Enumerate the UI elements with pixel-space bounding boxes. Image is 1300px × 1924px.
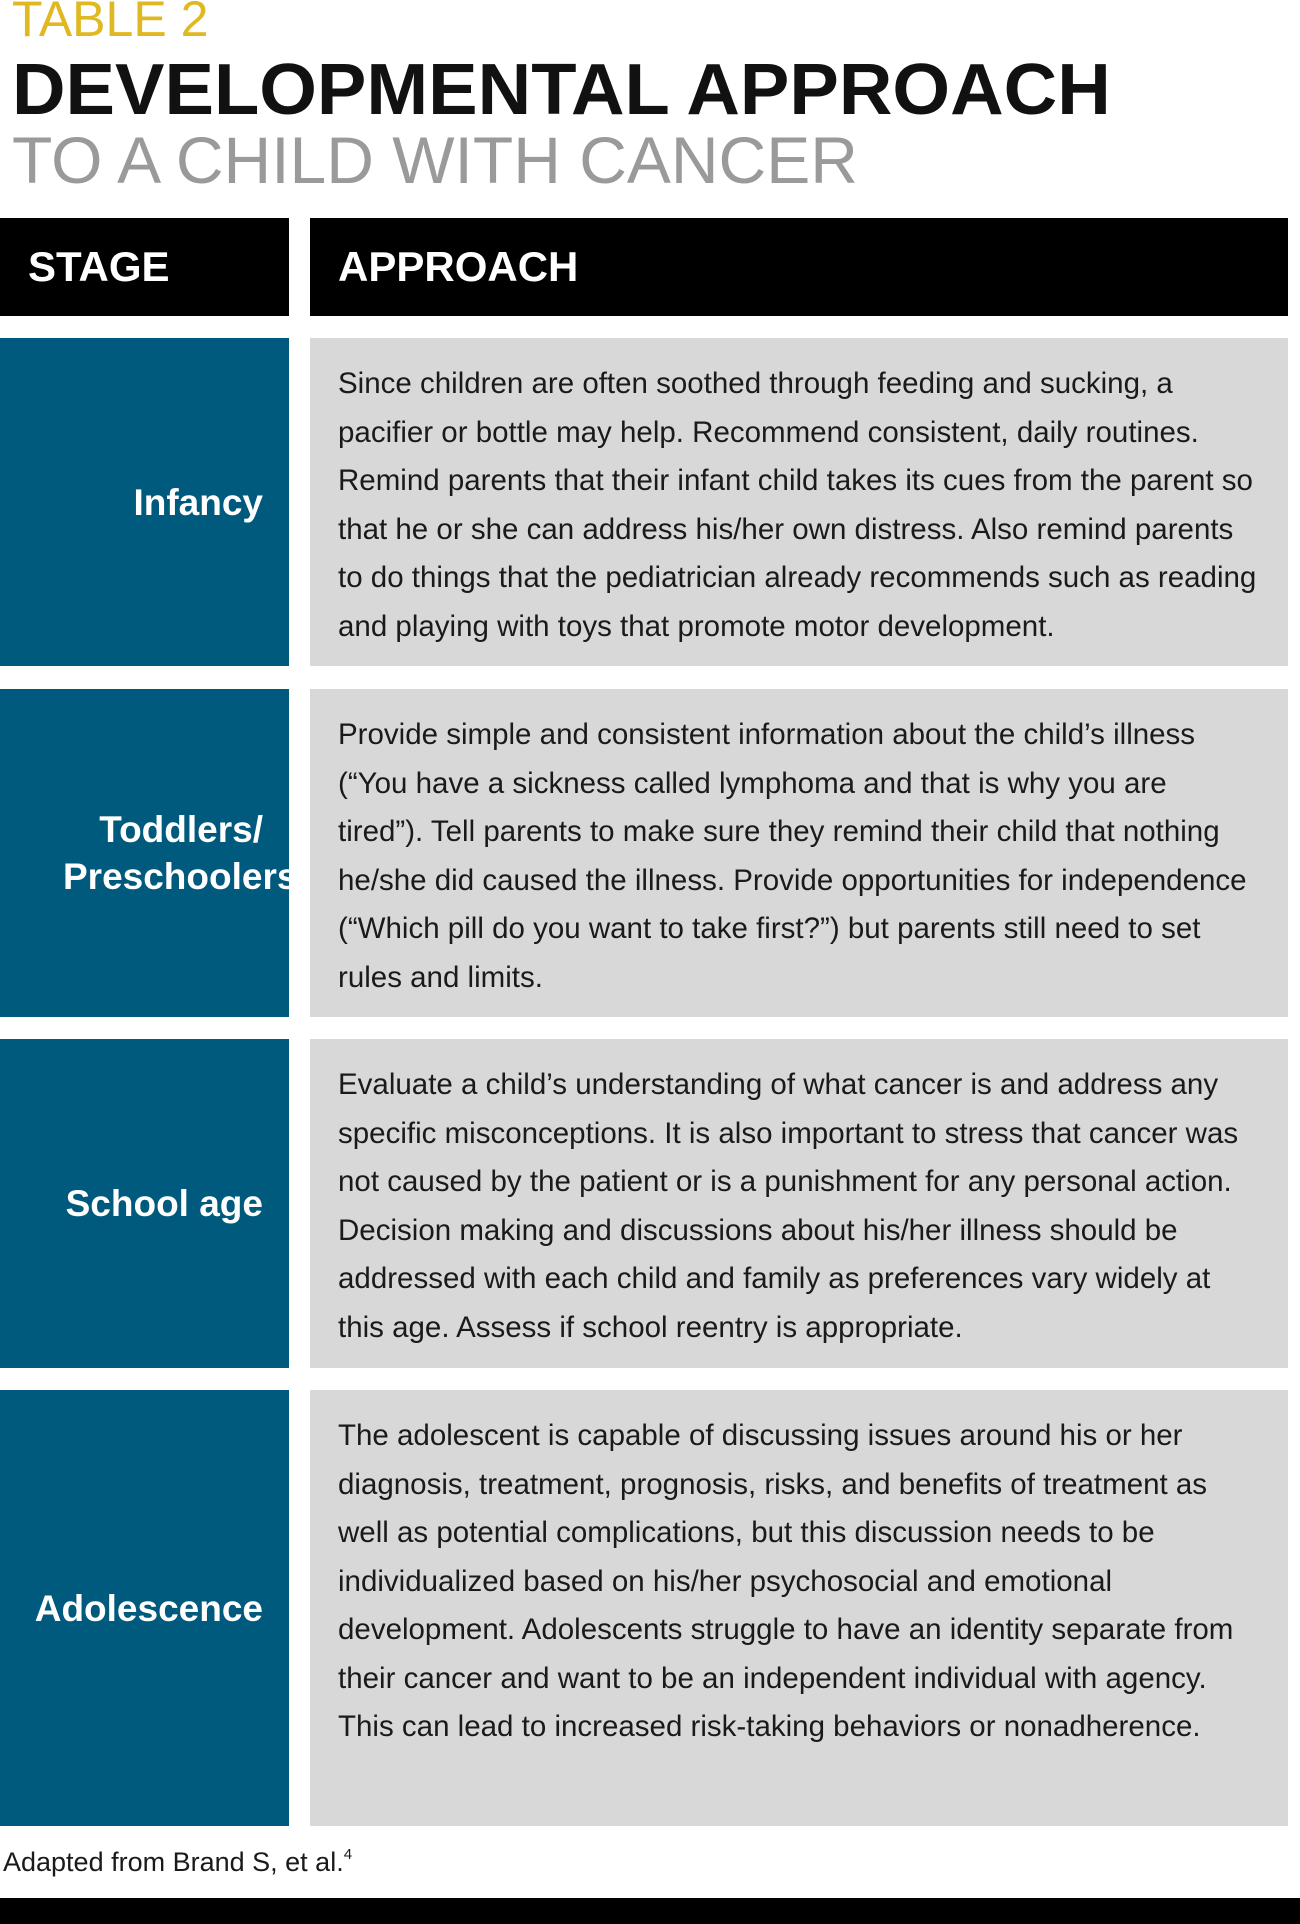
table-title: DEVELOPMENTAL APPROACH bbox=[12, 50, 1111, 130]
table-label: TABLE 2 bbox=[12, 0, 209, 47]
approach-cell-infancy: Since children are often soothed through feeding and sucking, a pacifier or bottle may help. Recommend consistent, daily routines. Remind parents that their infant child takes its cues from the parent so that he or she can address his/her own distress. Also remind parents to do things that the pediatrician already recommends such as reading and playing with toys that promote motor development. bbox=[310, 338, 1288, 666]
bottom-rule bbox=[0, 1898, 1300, 1924]
stage-cell-toddlers-preschoolers: Toddlers/ Preschoolers bbox=[0, 689, 289, 1017]
stage-cell-school-age: School age bbox=[0, 1039, 289, 1368]
approach-cell-toddlers-preschoolers: Provide simple and consistent information about the child’s illness (“You have a sickness called lymphoma and that is why you are tired”). Tell parents to make sure they remind their child that nothing he/she did caused the illness. Provide opportunities for independence (“Which pill do you want to take first?”) but parents still need to set rules and limits. bbox=[310, 689, 1288, 1017]
stage-cell-infancy: Infancy bbox=[0, 338, 289, 666]
table-subtitle: TO A CHILD WITH CANCER bbox=[12, 123, 858, 197]
stage-cell-adolescence: Adolescence bbox=[0, 1390, 289, 1826]
source-footnote: Adapted from Brand S, et al.$^4$ bbox=[3, 1846, 353, 1877]
column-header-approach: APPROACH bbox=[310, 218, 1288, 316]
column-header-stage: STAGE bbox=[0, 218, 289, 316]
footnote-reference: 4 bbox=[343, 1846, 353, 1863]
approach-cell-school-age: Evaluate a child’s understanding of what cancer is and address any specific misconceptions. It is also important to stress that cancer was not caused by the patient or is a punishment for any personal action. Decision making and discussions about his/her illness should be addressed with each child and family as preferences vary widely at this age. Assess if school reentry is appropriate. bbox=[310, 1039, 1288, 1368]
approach-cell-adolescence: The adolescent is capable of discussing issues around his or her diagnosis, treatment, prognosis, risks, and benefits of treatment as well as potential complications, but this discussion needs to be individualized based on his/her psychosocial and emotional development. Adolescents struggle to have an identity separate from their cancer and want to be an independent individual with agency. This can lead to increased risk-taking behaviors or nonadherence. bbox=[310, 1390, 1288, 1826]
